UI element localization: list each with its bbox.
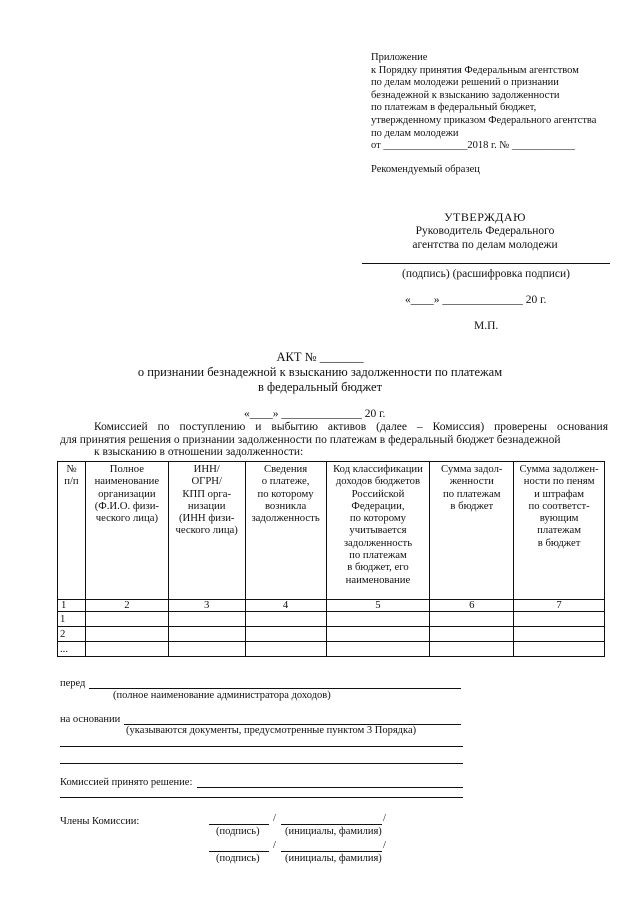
row-number: ...: [58, 642, 86, 657]
slash-separator: /: [383, 813, 386, 824]
table-cell[interactable]: [326, 642, 430, 657]
appendix-line: утвержденному приказом Федерального агентства: [371, 114, 597, 126]
member-signature-line[interactable]: [209, 824, 269, 825]
table-header-cell: Сумма задол- женности по платежам в бюджет: [430, 462, 514, 600]
column-number: 4: [245, 600, 326, 612]
column-number: 7: [514, 600, 605, 612]
signature-caption: (подпись): [216, 826, 260, 837]
intro-paragraph: [60, 421, 608, 459]
member-name-line[interactable]: [281, 824, 382, 825]
approval-block: [355, 210, 615, 252]
row-number: 1: [58, 612, 86, 627]
table-cell[interactable]: [430, 612, 514, 627]
signature-caption: (подпись): [216, 853, 260, 864]
table-cell[interactable]: [85, 612, 168, 627]
table-cell[interactable]: [514, 612, 605, 627]
table-cell[interactable]: [514, 642, 605, 657]
table-cell[interactable]: [245, 612, 326, 627]
table-cell[interactable]: [326, 612, 430, 627]
table-row: [58, 642, 605, 657]
stamp-placeholder: М.П.: [474, 320, 499, 332]
appendix-line: по делам молодежи решений о признании: [371, 77, 559, 89]
table-cell[interactable]: [326, 627, 430, 642]
appendix-block: [371, 52, 631, 153]
appendix-line: безнадежной к взысканию задолженности: [371, 89, 560, 101]
act-date: «____» ______________ 20 г.: [244, 408, 386, 420]
decision-field-line[interactable]: [197, 787, 463, 788]
act-title-block: [0, 350, 640, 395]
before-caption: (полное наименование администратора доходов): [113, 690, 331, 701]
decision-label: Комиссией принято решение:: [60, 777, 193, 788]
table-header-cell: ИНН/ ОГРН/ КПП орга- низации (ИНН физи- ческого лица): [168, 462, 245, 600]
member-name-line[interactable]: [281, 851, 382, 852]
slash-separator: /: [273, 813, 276, 824]
slash-separator: /: [383, 840, 386, 851]
basis-label: на основании: [60, 714, 121, 725]
name-caption: (инициалы, фамилия): [285, 853, 382, 864]
before-label: перед: [60, 678, 86, 689]
name-caption: (инициалы, фамилия): [285, 826, 382, 837]
table-cell[interactable]: [85, 642, 168, 657]
column-number: 5: [326, 600, 430, 612]
table-cell[interactable]: [168, 627, 245, 642]
column-number: 3: [168, 600, 245, 612]
table-column-numbers-row: [58, 600, 605, 612]
column-number: 6: [430, 600, 514, 612]
basis-extra-line[interactable]: [60, 746, 463, 747]
table-cell[interactable]: [168, 612, 245, 627]
appendix-line: Приложение: [371, 52, 428, 63]
table-cell[interactable]: [168, 642, 245, 657]
appendix-line: по делам молодежи: [371, 127, 459, 139]
column-number: 1: [58, 600, 86, 612]
approve-position-line2: агентства по делам молодежи: [412, 239, 558, 251]
members-label: Члены Комиссии:: [60, 816, 140, 827]
table-header-cell: Сведения о платеже, по которому возникла задолженность: [245, 462, 326, 600]
intro-line: для принятия решения о признании задолженности по платежам в федеральный бюджет безнадежной: [60, 433, 561, 446]
decision-extra-line[interactable]: [60, 797, 463, 798]
intro-line: Комиссией по поступлению и выбытию активов (далее – Комиссия) проверены основания: [94, 421, 608, 433]
member-signature-line[interactable]: [209, 851, 269, 852]
act-subtitle-line1: о признании безнадежной к взысканию задолженности по платежам: [137, 365, 503, 379]
table-row: [58, 612, 605, 627]
appendix-line: от ________________2018 г. № ____________: [371, 140, 575, 152]
appendix-line: по платежам в федеральный бюджет,: [371, 102, 537, 114]
debt-table: [57, 461, 605, 657]
table-header-row: [58, 462, 605, 600]
approve-date: «____» ______________ 20 г.: [405, 294, 547, 306]
basis-caption: (указываются документы, предусмотренные пунктом 3 Порядка): [126, 725, 417, 736]
table-header-cell: Код классификации доходов бюджетов Российской Федерации, по которому учитывается задолженность по платежам в бюджет, его наименование: [326, 462, 430, 600]
table-cell[interactable]: [514, 627, 605, 642]
slash-separator: /: [273, 840, 276, 851]
approve-signature-line: [362, 263, 610, 264]
row-number: 2: [58, 627, 86, 642]
table-row: [58, 627, 605, 642]
approve-signature-caption: (подпись) (расшифровка подписи): [401, 268, 570, 280]
table-header-cell: Полное наименование организации (Ф.И.О. физи- ческого лица): [85, 462, 168, 600]
before-field-line[interactable]: [89, 688, 461, 689]
table-cell[interactable]: [430, 642, 514, 657]
approve-title: УТВЕРЖДАЮ: [444, 210, 526, 224]
table-cell[interactable]: [85, 627, 168, 642]
intro-line: к взысканию в отношении задолженности:: [94, 446, 304, 458]
table-header-cell: Сумма задолжен- ности по пеням и штрафам по соответст- вующим платежам в бюджет: [514, 462, 605, 600]
appendix-line: к Порядку принятия Федеральным агентством: [371, 64, 579, 76]
table-cell[interactable]: [245, 627, 326, 642]
table-header-cell: № п/п: [58, 462, 86, 600]
act-title: АКТ № _______: [276, 350, 364, 364]
act-subtitle-line2: в федеральный бюджет: [257, 380, 383, 394]
recommended-sample-label: Рекомендуемый образец: [371, 164, 480, 175]
approve-position-line1: Руководитель Федерального: [415, 225, 555, 237]
table-cell[interactable]: [245, 642, 326, 657]
column-number: 2: [85, 600, 168, 612]
table-cell[interactable]: [430, 627, 514, 642]
basis-extra-line[interactable]: [60, 763, 463, 764]
